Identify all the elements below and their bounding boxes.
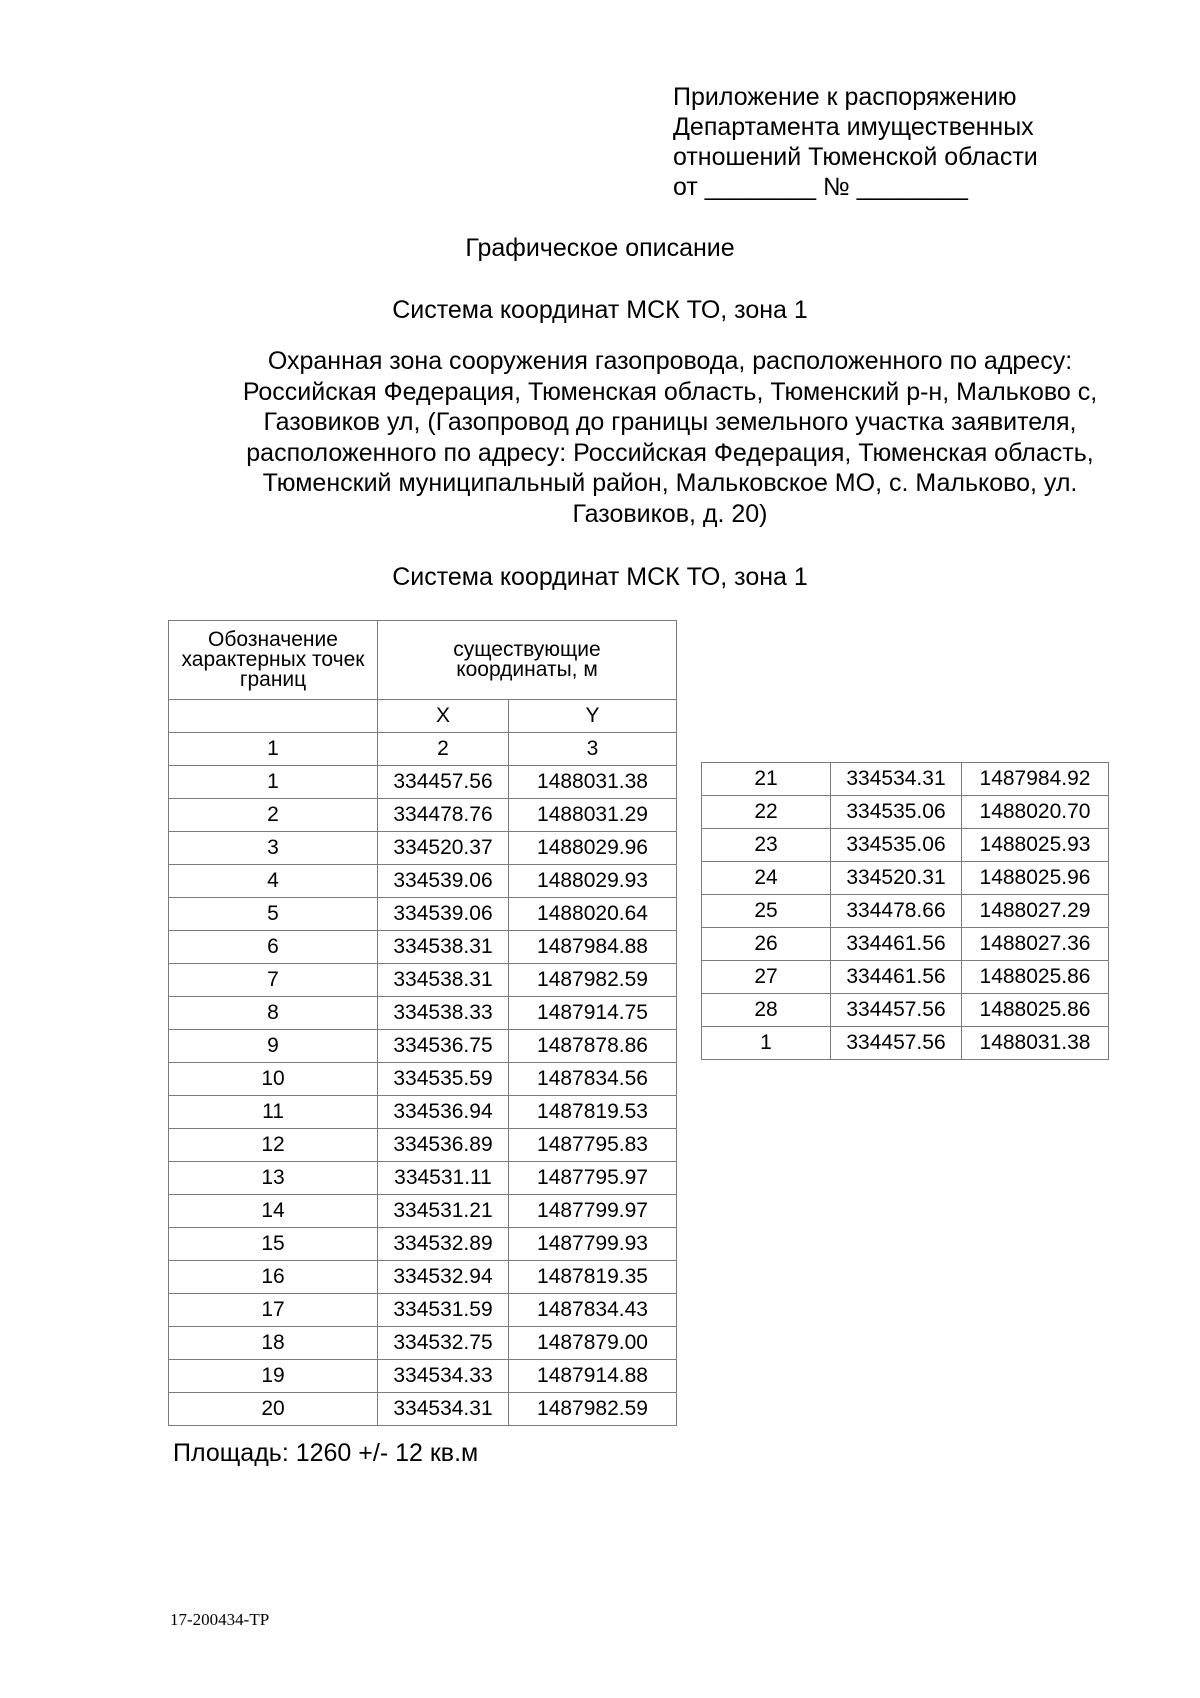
table-row [169,766,677,799]
x-coordinate-cell: 334461.56 [831,961,962,994]
point-number-cell: 5 [169,898,378,931]
table-row [702,994,1109,1027]
x-coordinate-cell: 334538.31 [378,931,509,964]
table-row [169,865,677,898]
x-coordinate-cell: 334532.94 [378,1261,509,1294]
y-coordinate-cell: 1487834.56 [509,1063,677,1096]
x-coordinate-cell: 334539.06 [378,865,509,898]
area-label: Площадь: 1260 +/- 12 кв.м [173,1439,479,1467]
appendix-line: Приложение к распоряжению [673,83,1017,111]
y-coordinate-cell: 1487819.35 [509,1261,677,1294]
zone-description [200,346,1140,529]
x-coordinate-cell: 334531.59 [378,1294,509,1327]
column-number: 2 [378,733,509,766]
point-number-cell: 19 [169,1360,378,1393]
y-coordinate-cell: 1487819.53 [509,1096,677,1129]
x-coordinate-cell: 334520.37 [378,832,509,865]
point-number-cell: 4 [169,865,378,898]
table-row [169,1195,677,1228]
table-row [169,1261,677,1294]
x-coordinate-cell: 334535.59 [378,1063,509,1096]
zone-description-line: расположенного по адресу: Российская Федерация, Тюменская область, [246,438,1094,467]
point-number-cell: 12 [169,1129,378,1162]
point-number-cell: 28 [702,994,831,1027]
table-row [169,1096,677,1129]
y-coordinate-cell: 1488031.38 [962,1027,1109,1060]
point-number-cell: 18 [169,1327,378,1360]
document-number: 17-200434-ТР [170,1610,270,1629]
x-coordinate-cell: 334534.33 [378,1360,509,1393]
y-coordinate-cell: 1487799.97 [509,1195,677,1228]
appendix-date-number-line: от ________ № ________ [673,173,968,201]
table-row [169,1228,677,1261]
x-coordinate-cell: 334535.06 [831,829,962,862]
y-coordinate-cell: 1487984.88 [509,931,677,964]
y-coordinate-cell: 1487834.43 [509,1294,677,1327]
x-coordinate-cell: 334538.33 [378,997,509,1030]
table-row [169,799,677,832]
y-coordinate-cell: 1487795.97 [509,1162,677,1195]
zone-description-line: Российская Федерация, Тюменская область, Тюменский р-н, Мальково с, [242,377,1098,406]
header-y: Y [509,700,677,733]
x-coordinate-cell: 334531.11 [378,1162,509,1195]
zone-description-line: Охранная зона сооружения газопровода, расположенного по адресу: [267,347,1073,375]
coordinates-table [168,620,677,1426]
y-coordinate-cell: 1487879.00 [509,1327,677,1360]
coordinate-system-heading-2: Система координат МСК ТО, зона 1 [392,563,808,591]
table-row [169,1393,677,1426]
y-coordinate-cell: 1487982.59 [509,964,677,997]
table-row [169,964,677,997]
point-number-cell: 1 [169,766,378,799]
point-number-cell: 13 [169,1162,378,1195]
y-coordinate-cell: 1488029.96 [509,832,677,865]
point-number-cell: 21 [702,763,831,796]
table-row [169,1360,677,1393]
table-row [702,829,1109,862]
point-number-cell: 16 [169,1261,378,1294]
header-coordinates: существующие координаты, м [378,621,677,700]
x-coordinate-cell: 334457.56 [831,1027,962,1060]
point-number-cell: 7 [169,964,378,997]
table-row [702,763,1109,796]
column-number-row [169,733,677,766]
x-coordinate-cell: 334478.76 [378,799,509,832]
point-number-cell: 9 [169,1030,378,1063]
header-points: Обозначение характерных точек границ [169,621,378,700]
y-coordinate-cell: 1487799.93 [509,1228,677,1261]
x-coordinate-cell: 334461.56 [831,928,962,961]
y-coordinate-cell: 1488027.36 [962,928,1109,961]
x-coordinate-cell: 334536.75 [378,1030,509,1063]
y-coordinate-cell: 1488020.70 [962,796,1109,829]
y-coordinate-cell: 1488025.86 [962,961,1109,994]
point-number-cell: 14 [169,1195,378,1228]
x-coordinate-cell: 334535.06 [831,796,962,829]
table-row [702,1027,1109,1060]
point-number-cell: 22 [702,796,831,829]
x-coordinate-cell: 334536.94 [378,1096,509,1129]
header-x: X [378,700,509,733]
y-coordinate-cell: 1488020.64 [509,898,677,931]
point-number-cell: 25 [702,895,831,928]
zone-description-line: Газовиков, д. 20) [572,499,768,528]
appendix-line: отношений Тюменской области [673,143,1038,171]
point-number-cell: 15 [169,1228,378,1261]
y-coordinate-cell: 1488027.29 [962,895,1109,928]
document-title: Графическое описание [465,234,735,262]
point-number-cell: 10 [169,1063,378,1096]
x-coordinate-cell: 334532.75 [378,1327,509,1360]
table-row [702,862,1109,895]
column-number: 3 [509,733,677,766]
table-row [169,1063,677,1096]
table-row [169,832,677,865]
x-coordinate-cell: 334539.06 [378,898,509,931]
x-coordinate-cell: 334457.56 [378,766,509,799]
x-coordinate-cell: 334520.31 [831,862,962,895]
table-row [702,796,1109,829]
point-number-cell: 26 [702,928,831,961]
y-coordinate-cell: 1488031.38 [509,766,677,799]
y-coordinate-cell: 1487914.75 [509,997,677,1030]
y-coordinate-cell: 1488025.93 [962,829,1109,862]
y-coordinate-cell: 1488029.93 [509,865,677,898]
point-number-cell: 2 [169,799,378,832]
point-number-cell: 17 [169,1294,378,1327]
point-number-cell: 24 [702,862,831,895]
point-number-cell: 11 [169,1096,378,1129]
header-empty-cell [169,700,378,733]
y-coordinate-cell: 1488031.29 [509,799,677,832]
point-number-cell: 27 [702,961,831,994]
point-number-cell: 1 [702,1027,831,1060]
table-row [169,1030,677,1063]
point-number-cell: 3 [169,832,378,865]
table-row [702,961,1109,994]
point-number-cell: 6 [169,931,378,964]
table-row [169,1162,677,1195]
table-row [169,898,677,931]
table-row [169,1327,677,1360]
y-coordinate-cell: 1487795.83 [509,1129,677,1162]
column-number: 1 [169,733,378,766]
table-row [702,928,1109,961]
y-coordinate-cell: 1488025.96 [962,862,1109,895]
appendix-block [673,82,1038,202]
table-row [169,931,677,964]
coordinate-system-heading: Система координат МСК ТО, зона 1 [392,296,808,324]
y-coordinate-cell: 1487878.86 [509,1030,677,1063]
point-number-cell: 8 [169,997,378,1030]
table-header-row [169,621,677,700]
x-coordinate-cell: 334478.66 [831,895,962,928]
point-number-cell: 23 [702,829,831,862]
point-number-cell: 20 [169,1393,378,1426]
x-coordinate-cell: 334532.89 [378,1228,509,1261]
x-coordinate-cell: 334534.31 [831,763,962,796]
table-row [169,1294,677,1327]
zone-description-line: Тюменский муниципальный район, Мальковское МО, с. Мальково, ул. [262,469,1078,497]
y-coordinate-cell: 1487984.92 [962,763,1109,796]
coordinates-table-continuation [701,762,1109,1060]
table-header-row [169,700,677,733]
x-coordinate-cell: 334538.31 [378,964,509,997]
y-coordinate-cell: 1488025.86 [962,994,1109,1027]
table-row [169,1129,677,1162]
x-coordinate-cell: 334536.89 [378,1129,509,1162]
table-row [702,895,1109,928]
table-row [169,997,677,1030]
appendix-line: Департамента имущественных [673,113,1034,141]
y-coordinate-cell: 1487982.59 [509,1393,677,1426]
zone-description-line: Газовиков ул, (Газопровод до границы земельного участка заявителя, [263,408,1077,436]
x-coordinate-cell: 334457.56 [831,994,962,1027]
x-coordinate-cell: 334534.31 [378,1393,509,1426]
y-coordinate-cell: 1487914.88 [509,1360,677,1393]
x-coordinate-cell: 334531.21 [378,1195,509,1228]
